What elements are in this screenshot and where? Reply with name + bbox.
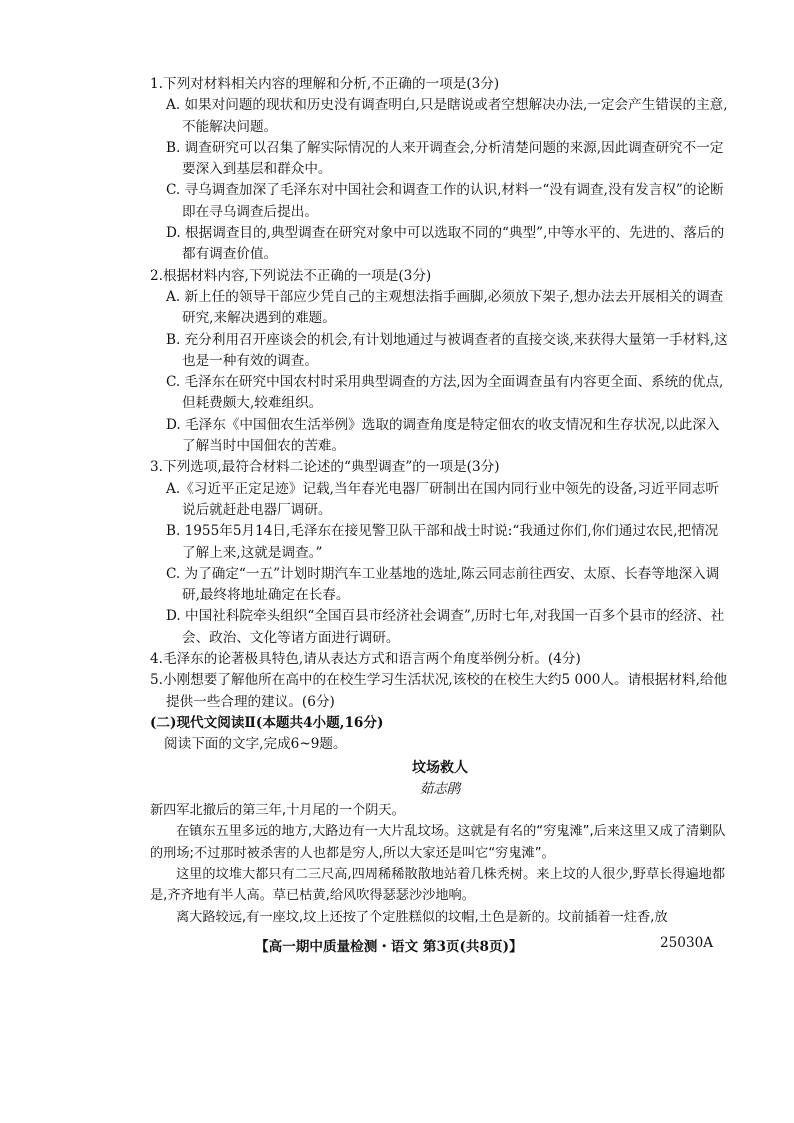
question-4	[150, 649, 730, 670]
section-heading: (二)现代文阅读Ⅱ(本题共4小题,16分)	[150, 714, 384, 731]
question-3	[150, 457, 730, 649]
question-stem: 2.根据材料内容,下列说法不正确的一项是(3分)	[150, 267, 432, 284]
page-content	[150, 74, 730, 928]
footer-page-info: 【高一期中质量检测・语文 第3页(共8页)】	[255, 939, 523, 955]
option-a: A. 新上任的领导干部应少凭自己的主观想法指手画脚,必须放下架子,想办法去开展相关的调查研究,来解决遇到的难题。	[166, 288, 724, 327]
question-stem: 4.毛泽东的论著极具特色,请从表达方式和语言两个角度举例分析。(4分)	[150, 651, 581, 668]
option-d: D. 中国社科院牵头组织“全国百县市经济社会调查”,历时七年,对我国一百多个县市的经济、社会、政治、文化等诸方面进行调研。	[166, 608, 725, 646]
question-5	[150, 670, 730, 713]
option-a: A. 如果对问题的现状和历史没有调查明白,只是瞎说或者空想解决办法,一定会产生错误的主意,不能解决问题。	[166, 97, 728, 135]
option-a: A.《习近平正定足迹》记载,当年春光电器厂研制出在国内同行业中领先的设备,习近平同志听说后就赶赴电器厂调研。	[166, 480, 719, 518]
story-title: 坟场救人	[412, 759, 468, 776]
story-paragraph: 新四军北撤后的第三年,十月尾的一个阴天。	[150, 803, 405, 819]
section-instruction: 阅读下面的文字,完成6~9题。	[164, 736, 347, 753]
option-c: C. 毛泽东在研究中国农村时采用典型调查的方法,因为全面调查虽有内容更全面、系统的优点,但耗费颇大,较难组织。	[166, 374, 724, 412]
question-stem: 1.下列对材料相关内容的理解和分析,不正确的一项是(3分)	[150, 76, 500, 92]
question-stem: 5.小刚想要了解他所在高中的在校生学习生活状况,该校的在校生大约5 000人。请根据材料,给他提供一些合理的建议。(6分)	[150, 672, 728, 710]
option-d: D. 根据调查目的,典型调查在研究对象中可以选取不同的“典型”,中等水平的、先进的、落后的都有调查价值。	[166, 225, 725, 263]
option-b: B. 1955年5月14日,毛泽东在接见警卫队干部和战士时说:“我通过你们,你们通过农民,把情况了解上来,这就是调查。”	[166, 523, 719, 561]
option-c: C. 为了确定“一五”计划时期汽车工业基地的选址,陈云同志前往西安、太原、长春等地深入调研,最终将地址确定在长春。	[166, 565, 720, 604]
option-b: B. 调查研究可以召集了解实际情况的人来开调查会,分析清楚问题的来源,因此调查研究不一定要深入到基层和群众中。	[166, 139, 724, 178]
question-stem: 3.下列选项,最符合材料二论述的“典型调查”的一项是(3分)	[150, 459, 500, 476]
story-paragraph: 在镇东五里多远的地方,大路边有一大片乱坟场。这就是有名的“穷鬼滩”,后来这里又成了清剿队的刑场;不过那时被杀害的人也都是穷人,所以大家还是叫它“穷鬼滩”。	[150, 824, 726, 861]
question-2	[150, 266, 730, 458]
option-c: C. 寻乌调查加深了毛泽东对中国社会和调查工作的认识,材料一“没有调查,没有发言权”的论断即在寻乌调查后提出。	[166, 182, 724, 220]
story-paragraph: 这里的坟堆大都只有二三尺高,四周稀稀散散地站着几株秃树。来上坟的人很少,野草长得遍地都是,齐齐地有半人高。草已枯黄,给风吹得瑟瑟沙沙地响。	[150, 866, 726, 904]
story-author: 茹志鹃	[419, 780, 461, 797]
footer-exam-code: 25030A	[660, 935, 714, 951]
option-d: D. 毛泽东《中国佃农生活举例》选取的调查角度是特定佃农的收支情况和生存状况,以此深入了解当时中国佃农的苦难。	[166, 416, 720, 455]
option-b: B. 充分利用召开座谈会的机会,有计划地通过与被调查者的直接交谈,来获得大量第一手材料,这也是一种有效的调查。	[166, 331, 728, 369]
story-paragraph: 离大路较远,有一座坟,坟上还按了个定胜糕似的坟帽,土色是新的。坟前插着一炷香,放	[176, 909, 668, 925]
question-1	[150, 74, 730, 266]
